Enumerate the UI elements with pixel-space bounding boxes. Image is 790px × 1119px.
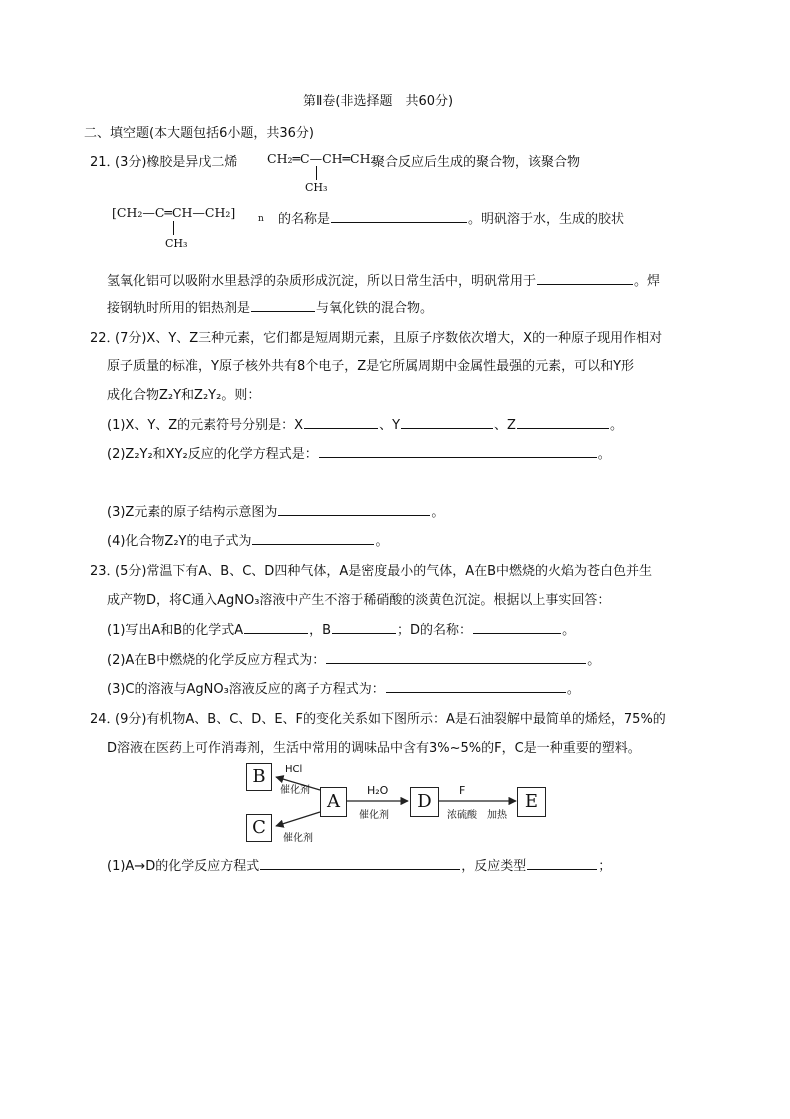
text: ，B: [309, 623, 332, 638]
text: 。: [609, 418, 623, 433]
bond-line: [316, 166, 317, 180]
question-number: 21．: [90, 155, 120, 170]
box-b: B: [246, 763, 272, 791]
text: 。: [562, 623, 576, 638]
sub-question-2: [107, 443, 611, 462]
box-e: E: [517, 787, 546, 817]
question-text: [107, 297, 433, 316]
answer-blank[interactable]: [326, 649, 586, 664]
question-text: D溶液在医药上可作消毒剂，生活中常用的调味品中含有3%~5%的F，C是一种重要的塑料。: [107, 741, 641, 756]
text: 的名称是: [278, 212, 331, 227]
polymer-subscript-n: n: [258, 214, 264, 224]
text: 、Z: [494, 418, 516, 433]
text: 。: [587, 653, 601, 668]
monomer-formula: CH₂═C—CH═CH₂: [267, 151, 376, 166]
text: 氢氧化铝可以吸附水里悬浮的杂质形成沉淀，所以日常生活中，明矾常用于: [107, 274, 537, 289]
monomer-methyl: CH₃: [305, 181, 328, 194]
text: 、Y: [379, 418, 401, 433]
answer-blank[interactable]: [386, 678, 566, 693]
label-f: F: [459, 784, 466, 797]
exam-part-title: 第Ⅱ卷(非选择题 共60分): [303, 94, 454, 109]
answer-blank[interactable]: [260, 855, 460, 870]
question-text: [107, 270, 660, 289]
text: 。: [566, 682, 580, 697]
text: (1)写出A和B的化学式A: [107, 623, 244, 638]
sub-question-1: [107, 855, 611, 874]
text: 。: [431, 505, 445, 520]
text: (1)X、Y、Z的元素符号分别是：X: [107, 418, 304, 433]
text: (2)Z₂Y₂和XY₂反应的化学方程式是：: [107, 447, 318, 462]
text: 接钢轨时所用的铝热剂是: [107, 301, 251, 316]
answer-blank[interactable]: [401, 414, 493, 429]
question-number: 22．: [90, 331, 120, 346]
answer-blank[interactable]: [332, 619, 396, 634]
answer-blank[interactable]: [331, 208, 467, 223]
question-text: 原子质量的标准，Y原子核外共有8个电子，Z是它所属周期中金属性最强的元素，可以和Y形: [107, 359, 635, 374]
answer-blank[interactable]: [304, 414, 378, 429]
text: 。明矾溶于水，生成的胶状: [468, 212, 625, 227]
text: (4)化合物Z₂Y的电子式为: [107, 534, 252, 549]
answer-blank[interactable]: [251, 297, 315, 312]
text: ，反应类型: [461, 859, 527, 874]
box-a: A: [320, 787, 347, 817]
answer-blank[interactable]: [473, 619, 561, 634]
question-text: [278, 208, 624, 227]
question-text: (5分)常温下有A、B、C、D四种气体，A是密度最小的气体，A在B中燃烧的火焰为苍白色并生: [115, 564, 653, 579]
answer-blank[interactable]: [319, 443, 597, 458]
label-water: H₂O: [367, 784, 389, 797]
text: 。焊: [634, 274, 661, 289]
text: (3)Z元素的原子结构示意图为: [107, 505, 278, 520]
sub-question-1: [107, 619, 575, 638]
question-text: (3分)橡胶是异戊二烯: [115, 155, 238, 170]
arrow-a-to-c: [276, 812, 320, 826]
sub-question-1: [107, 414, 623, 433]
polymer-methyl: CH₃: [165, 237, 188, 250]
question-number: 23．: [90, 564, 120, 579]
text: (1)A→D的化学反应方程式: [107, 859, 260, 874]
text: 。: [597, 447, 611, 462]
text: ；D的名称：: [397, 623, 473, 638]
question-text: (9分)有机物A、B、C、D、E、F的变化关系如下图所示：A是石油裂解中最简单的烯烃，75%的: [115, 712, 666, 727]
text: 。: [375, 534, 389, 549]
label-catalyst: 催化剂: [283, 833, 313, 844]
sub-question-3: [107, 501, 444, 520]
question-text: 成产物D，将C通入AgNO₃溶液中产生不溶于稀硝酸的淡黄色沉淀。根据以上事实回答：: [107, 593, 611, 608]
polymer-formula: [CH₂—C═CH—CH₂]: [112, 205, 236, 220]
answer-blank[interactable]: [527, 855, 597, 870]
answer-blank[interactable]: [278, 501, 430, 516]
section-heading: 二、填空题(本大题包括6小题，共36分): [84, 126, 314, 141]
question-text: 聚合反应后生成的聚合物，该聚合物: [372, 155, 581, 170]
label-catalyst: 催化剂: [280, 785, 310, 796]
answer-blank[interactable]: [252, 530, 374, 545]
question-text: 成化合物Z₂Y和Z₂Y₂。则：: [107, 388, 261, 403]
box-d: D: [410, 787, 439, 817]
question-number: 24．: [90, 712, 120, 727]
label-conc-h2so4-heat: 浓硫酸 加热: [447, 810, 507, 821]
sub-question-4: [107, 530, 389, 549]
text: 与氧化铁的混合物。: [316, 301, 434, 316]
box-c: C: [246, 814, 272, 842]
answer-blank[interactable]: [517, 414, 609, 429]
text: (3)C的溶液与AgNO₃溶液反应的离子方程式为：: [107, 682, 385, 697]
text: (2)A在B中燃烧的化学反应方程式为：: [107, 653, 326, 668]
question-text: (7分)X、Y、Z三种元素，它们都是短周期元素，且原子序数依次增大，X的一种原子现用作相对: [115, 331, 663, 346]
sub-question-2: [107, 649, 600, 668]
answer-blank[interactable]: [244, 619, 308, 634]
bond-line: [173, 221, 174, 235]
sub-question-3: [107, 678, 580, 697]
label-catalyst: 催化剂: [359, 810, 389, 821]
text: ；: [598, 859, 612, 874]
label-hcl: HCl: [285, 764, 303, 775]
answer-blank[interactable]: [537, 270, 633, 285]
